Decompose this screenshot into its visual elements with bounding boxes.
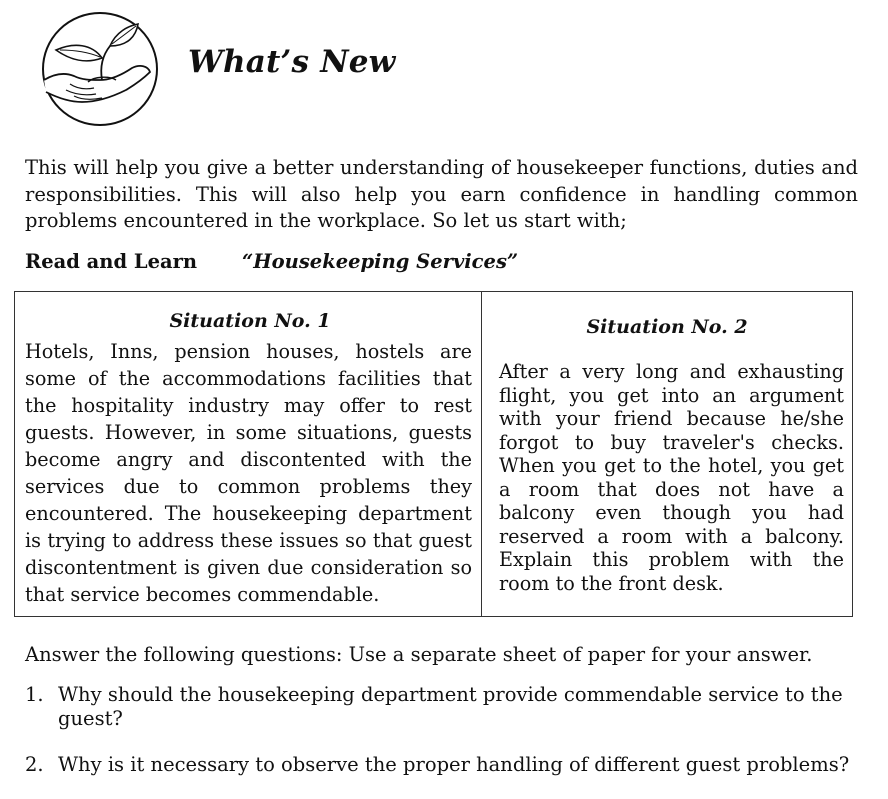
page-title: What’s New (188, 44, 396, 80)
question-text: Why is it necessary to observe the proper handling of different guest problems? (58, 753, 850, 776)
table-divider (481, 292, 482, 616)
situation-1-body: Hotels, Inns, pension houses, hostels are some of the accommodations facilities that the hospitality industry may offer to rest guests. However, in some situations, guests become angry and discontented with the services due to common problems they encountered. The housekeeping department is trying to address these issues so that guest discontentment is given due consideration so that service becomes commendable. (25, 340, 472, 606)
situation-1-title: Situation No. 1 (169, 310, 331, 332)
question-text: Why should the housekeeping department provide commendable service to the guest? (58, 683, 843, 730)
situation-2-body: After a very long and exhausting flight, you get into an argument with your friend because he/she forgot to buy traveler's checks. When you get to the hotel, you get a room that does not have a balcony even though you had reserved a room with a balcony. Explain this problem with the room to the front desk. (499, 360, 844, 595)
question-item (25, 683, 858, 731)
intro-paragraph: This will help you give a better understanding of housekeeper functions, duties and responsibilities. This will also help you earn confidence in handling common problems encountered in the workplace. So let us start with; (25, 156, 858, 232)
instructions: Answer the following questions: Use a separate sheet of paper for your answer. (25, 643, 813, 666)
question-item (25, 753, 858, 777)
read-and-learn-label: Read and Learn (25, 250, 198, 273)
hand-holding-plant-icon (40, 10, 160, 128)
question-number: 1. (25, 683, 44, 706)
read-and-learn-title: “Housekeeping Services” (242, 250, 519, 273)
question-number: 2. (25, 753, 44, 776)
situations-table (14, 291, 853, 617)
situation-2-title: Situation No. 2 (586, 316, 748, 338)
